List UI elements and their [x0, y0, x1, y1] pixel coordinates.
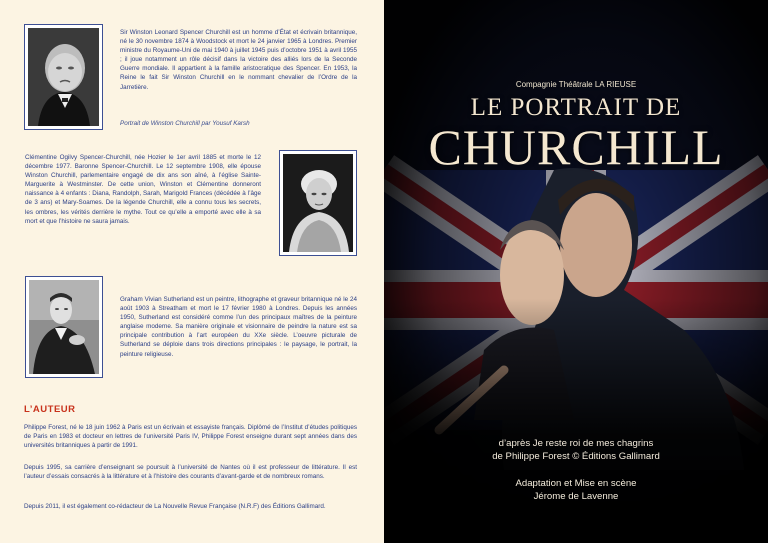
sutherland-photo-frame [25, 276, 103, 378]
churchill-bio: Sir Winston Leonard Spencer Churchill est un homme d’État et écrivain britannique, né le 30 novembre 1874 à Woodstock et mort le 24 janvier 1965 à Londres. Premier ministre du Royaume-Uni de mai 1940 à juillet 1945 puis d’octobre 1951 à avril 1955 ; il joue notamment un rôle décisif dans la victoire des alliés lors de la Seconde Guerre mondiale. Il appartient à la famille aristocratique des Spencer. En 1953, la Reine le fait Sir Winston Churchill en le nommant chevalier de l’Ordre de la Jarretière. [120, 29, 357, 91]
auteur-heading: L’AUTEUR [24, 404, 76, 415]
poster-title-line-1: LE PORTRAIT DE [470, 94, 682, 121]
credit-source-line-1: d’après Je reste roi de mes chagrins [498, 438, 654, 449]
credit-source-line-2: de Philippe Forest © Éditions Gallimard [492, 450, 660, 462]
churchill-photo [28, 28, 99, 126]
company-name: Compagnie Théâtrale LA RIEUSE [515, 80, 637, 89]
credit-direction-line-2: Jérome de Lavenne [533, 490, 619, 502]
poster-title-line-2: CHURCHILL [428, 119, 724, 175]
clementine-bio: Clémentine Ogilvy Spencer-Churchill, née Hozier le 1er avril 1885 et morte le 12 décembre 1977. Baronne Spencer-Churchill. Le 12 septembre 1908, elle épouse Winston Churchill, parlementaire engagé de dix ans son aîné, à l’église Sainte-Marguerite à Westminster. De cette union, Winston et Clémentine donneront naissance à 4 enfants : Diana, Randolph, Sarah, Marigold Frances (décédée à l’âge de 3 ans) et Mary-Soames. De la légende Churchill, elle a connu tous les secrets, les ombres, les vérités derrière le mythe. Tout ce qu’elle a emporté avec elle à sa mort et que l’histoire ne saura jamais. [25, 154, 261, 225]
credit-source [384, 438, 768, 463]
clementine-photo-frame [279, 150, 357, 256]
churchill-photo-caption: Portrait de Winston Churchill par Yousuf Karsh [120, 120, 250, 127]
sutherland-bio: Graham Vivian Sutherland est un peintre, lithographe et graveur britannique né le 24 août 1903 à Streatham et mort le 17 février 1980 à Londres. Depuis les années 1950, Sutherland est considéré comme l’un des principaux maîtres de la peinture anglaise moderne. Sa manière originale et visionnaire de peindre la nature est sa principale contribution à l’art européen du XXe siècle. L’oeuvre picturale de Sutherland se déploie dans trois directions principales : le paysage, le portrait, la peinture religieuse. [120, 296, 357, 358]
sutherland-photo [29, 280, 99, 374]
clementine-photo [283, 154, 353, 252]
credit-direction-line-1: Adaptation et Mise en scène [515, 478, 637, 489]
credit-direction [384, 478, 768, 503]
auteur-paragraph-2: Depuis 1995, sa carrière d’enseignant se poursuit à l’université de Nantes où il est professeur de littérature. Il est l’auteur d’essais consacrés à la littérature et à l’histoire des courants d’avant-garde et de nombreux romans. [24, 464, 357, 481]
auteur-paragraph-1: Philippe Forest, né le 18 juin 1962 à Paris est un écrivain et essayiste français. Diplômé de l’Institut d’études politiques de Paris en 1983 et docteur en lettres de l’université Paris IV, Philippe Forest enseigne durant sept années dans des universités britanniques à partir de 1991. [24, 424, 357, 450]
auteur-paragraph-3: Depuis 2011, il est également co-rédacteur de La Nouvelle Revue Française (N.R.F) des Éditions Gallimard. [24, 503, 326, 510]
churchill-photo-frame [24, 24, 103, 130]
poster-page [384, 0, 768, 543]
